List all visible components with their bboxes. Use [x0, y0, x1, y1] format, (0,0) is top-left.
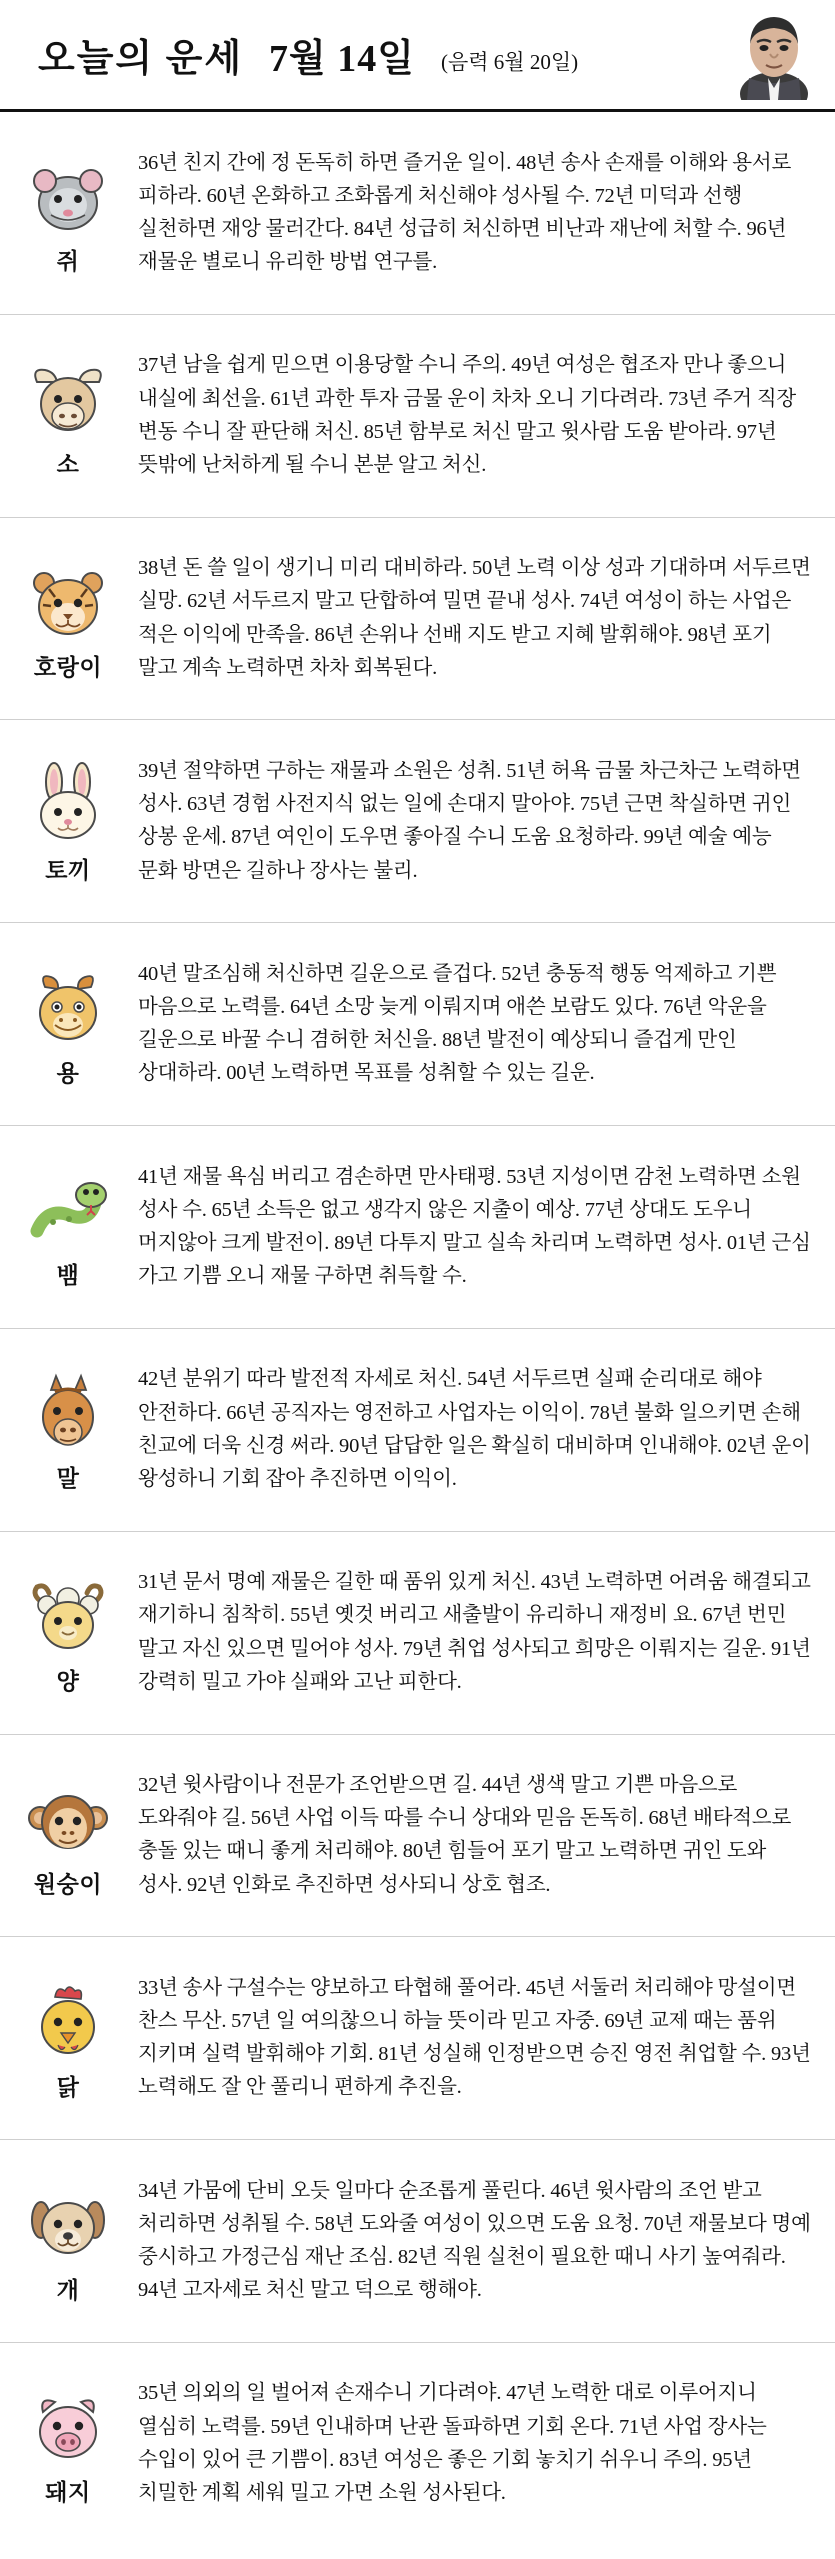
zodiac-label: 양 — [56, 1669, 80, 1695]
tiger-icon — [25, 559, 111, 645]
fortune-text-cell — [130, 1538, 819, 1728]
zodiac-label: 말 — [56, 1466, 80, 1492]
zodiac-cell — [6, 1943, 130, 2133]
fortune-text-cell — [130, 321, 819, 511]
table-row — [0, 315, 835, 518]
zodiac-label: 쥐 — [56, 249, 80, 275]
rat-icon — [25, 153, 111, 239]
fortune-text: 39년 절약하면 구하는 재물과 소원은 성취. 51년 허욕 금물 차근차근 노력하면 성사. 63년 경험 사전지식 없는 일에 손대지 말아야. 75년 근면 착실하면 귀인 상봉 운세. 87년 여인이 도우면 좋아질 수니 도움 요청하라. 99년 예술 예능 문화 방면은 길하나 장사는 불리. — [138, 759, 801, 882]
zodiac-cell — [6, 118, 130, 308]
fortune-text: 32년 윗사람이나 전문가 조언받으면 길. 44년 생색 말고 기쁜 마음으로 도와줘야 길. 56년 사업 이득 따를 수니 상대와 믿음 돈독히. 68년 배타적으로 충돌 있는 때니 좋게 처리해야. 80년 힘들어 포기 말고 노력하면 귀인 도와 성사. 92년 인화로 추진하면 성사되니 상호 협조. — [138, 1774, 792, 1896]
page-title: 오늘의 운세 — [38, 38, 244, 80]
zodiac-label: 뱀 — [56, 1263, 80, 1289]
zodiac-label: 개 — [56, 2277, 80, 2303]
table-row — [0, 1532, 835, 1735]
fortune-text-cell — [130, 1132, 819, 1322]
rooster-icon — [25, 1979, 111, 2065]
horse-icon — [25, 1370, 111, 1456]
table-row — [0, 1126, 835, 1329]
table-row — [0, 2343, 835, 2545]
pig-icon — [25, 2384, 111, 2470]
zodiac-cell — [6, 2349, 130, 2539]
columnist-portrait — [735, 8, 813, 100]
zodiac-cell — [6, 726, 130, 916]
zodiac-cell — [6, 2146, 130, 2336]
fortune-text-cell — [130, 2349, 819, 2539]
zodiac-cell — [6, 1132, 130, 1322]
zodiac-cell — [6, 1538, 130, 1728]
zodiac-label: 소 — [56, 452, 80, 478]
zodiac-cell — [6, 524, 130, 714]
fortune-text: 31년 문서 명예 재물은 길한 때 품위 있게 처신. 43년 노력하면 어려움 해결되고 재기하니 침착히. 55년 옛것 버리고 새출발이 유리하니 재정비 요. 67년 번민 말고 자신 있으면 밀어야 성사. 79년 취업 성사되고 희망은 이뤄지는 길운. 91년 강력히 밀고 가야 실패와 고난 피한다. — [138, 1571, 811, 1693]
table-row — [0, 923, 835, 1126]
fortune-text: 41년 재물 욕심 버리고 겸손하면 만사태평. 53년 지성이면 감천 노력하면 소원 성사 수. 65년 소득은 없고 생각지 않은 지출이 예상. 77년 상대도 도우니 머지않아 크게 발전이. 89년 다투지 말고 실속 차리며 노력하면 성사. 01년 근심 가고 기쁨 오니 재물 구하면 취득할 수. — [138, 1165, 811, 1288]
fortune-text-cell — [130, 118, 819, 308]
zodiac-cell — [6, 929, 130, 1119]
fortune-text: 38년 돈 쓸 일이 생기니 미리 대비하라. 50년 노력 이상 성과 기대하며 서두르면 실망. 62년 서두르지 말고 단합하여 밀면 끝내 성사. 74년 여성이 하는 사업은 적은 이익에 만족을. 86년 손위나 선배 지도 받고 지혜 발휘해야. 98년 포기 말고 계속 노력하면 차차 회복된다. — [138, 557, 811, 679]
dog-icon — [25, 2182, 111, 2268]
fortune-text-cell — [130, 2146, 819, 2336]
zodiac-label: 닭 — [56, 2074, 80, 2100]
page-footer-space — [0, 2545, 835, 2559]
zodiac-label: 호랑이 — [33, 655, 103, 681]
table-row — [0, 1735, 835, 1938]
ox-icon — [25, 356, 111, 442]
rabbit-icon — [25, 762, 111, 848]
header-date: 7월 14일 — [269, 38, 415, 80]
fortune-text-cell — [130, 1741, 819, 1931]
zodiac-cell — [6, 1741, 130, 1931]
fortune-text: 34년 가뭄에 단비 오듯 일마다 순조롭게 풀린다. 46년 윗사람의 조언 받고 처리하면 성취될 수. 58년 도와줄 여성이 있으면 도움 요청. 70년 재물보다 명예 중시하고 가정근심 재난 조심. 82년 직원 실천이 필요한 때니 사기 높여줘라. 94년 고자세로 처신 말고 덕으로 행해야. — [138, 2179, 811, 2302]
page-header — [0, 0, 835, 112]
table-row — [0, 720, 835, 923]
dragon-icon — [25, 965, 111, 1051]
zodiac-label: 원숭이 — [33, 1871, 103, 1897]
header-title-group — [18, 27, 578, 82]
fortune-text: 42년 분위기 따라 발전적 자세로 처신. 54년 서두르면 실패 순리대로 해야 안전하다. 66년 공직자는 영전하고 사업자는 이익이. 78년 불화 일으키면 손해 친교에 더욱 신경 써라. 90년 답답한 일은 확실히 대비하며 인내해야. 02년 운이 왕성하니 기회 잡아 추진하면 이익이. — [138, 1368, 811, 1490]
monkey-icon — [25, 1776, 111, 1862]
zodiac-rows — [0, 112, 835, 2545]
fortune-text: 37년 남을 쉽게 믿으면 이용당할 수니 주의. 49년 여성은 협조자 만나 좋으니 내실에 최선을. 61년 과한 투자 금물 운이 차차 오니 기다려라. 73년 주거 직장 변동 수니 잘 판단해 처신. 85년 함부로 처신 말고 윗사람 도움 받아라. 97년 뜻밖에 난처하게 될 수니 본분 알고 처신. — [138, 354, 797, 476]
table-row — [0, 2140, 835, 2343]
fortune-text-cell — [130, 929, 819, 1119]
table-row — [0, 1329, 835, 1532]
zodiac-label: 돼지 — [45, 2480, 91, 2506]
sheep-icon — [25, 1573, 111, 1659]
zodiac-cell — [6, 321, 130, 511]
fortune-text-cell — [130, 1335, 819, 1525]
zodiac-cell — [6, 1335, 130, 1525]
zodiac-label: 용 — [56, 1060, 80, 1086]
fortune-text: 35년 의외의 일 벌어져 손재수니 기다려야. 47년 노력한 대로 이루어지니 열심히 노력를. 59년 인내하며 난관 돌파하면 기회 온다. 71년 사업 장사는 수입이 있어 큰 기쁨이. 83년 여성은 좋은 기회 놓치기 쉬우니 주의. 95년 치밀한 계획 세워 밀고 가면 소원 성사된다. — [138, 2382, 767, 2505]
snake-icon — [25, 1167, 111, 1253]
fortune-text: 36년 친지 간에 정 돈독히 하면 즐거운 일이. 48년 송사 손재를 이해와 용서로 피하라. 60년 온화하고 조화롭게 처신해야 성사될 수. 72년 미덕과 선행 실천하면 재앙 물러간다. 84년 성급히 처신하면 비난과 재난에 처할 수. 96년 재물운 별로니 유리한 방법 연구를. — [138, 151, 792, 274]
fortune-text-cell — [130, 1943, 819, 2133]
table-row — [0, 1937, 835, 2140]
table-row — [0, 112, 835, 315]
zodiac-label: 토끼 — [45, 857, 91, 883]
fortune-text: 40년 말조심해 처신하면 길운으로 즐겁다. 52년 충동적 행동 억제하고 기쁜 마음으로 노력를. 64년 소망 늦게 이뤄지며 애쓴 보람도 있다. 76년 악운을 길운으로 바꿀 수니 겸허한 처신을. 88년 발전이 예상되니 즐겁게 만인 상대하라. 00년 노력하면 목표를 성취할 수 있는 길운. — [138, 962, 777, 1085]
table-row — [0, 518, 835, 721]
fortune-text: 33년 송사 구설수는 양보하고 타협해 풀어라. 45년 서둘러 처리해야 망설이면 찬스 무산. 57년 일 여의찮으니 하늘 뜻이라 믿고 자중. 69년 교제 때는 품위 지키며 실력 발휘해야 기회. 81년 성실해 인정받으면 승진 영전 취업할 수. 93년 노력해도 잘 안 풀리니 편하게 추진을. — [138, 1976, 811, 2099]
fortune-text-cell — [130, 524, 819, 714]
fortune-text-cell — [130, 726, 819, 916]
header-lunar-date: (음력 6월 20일) — [440, 50, 579, 74]
